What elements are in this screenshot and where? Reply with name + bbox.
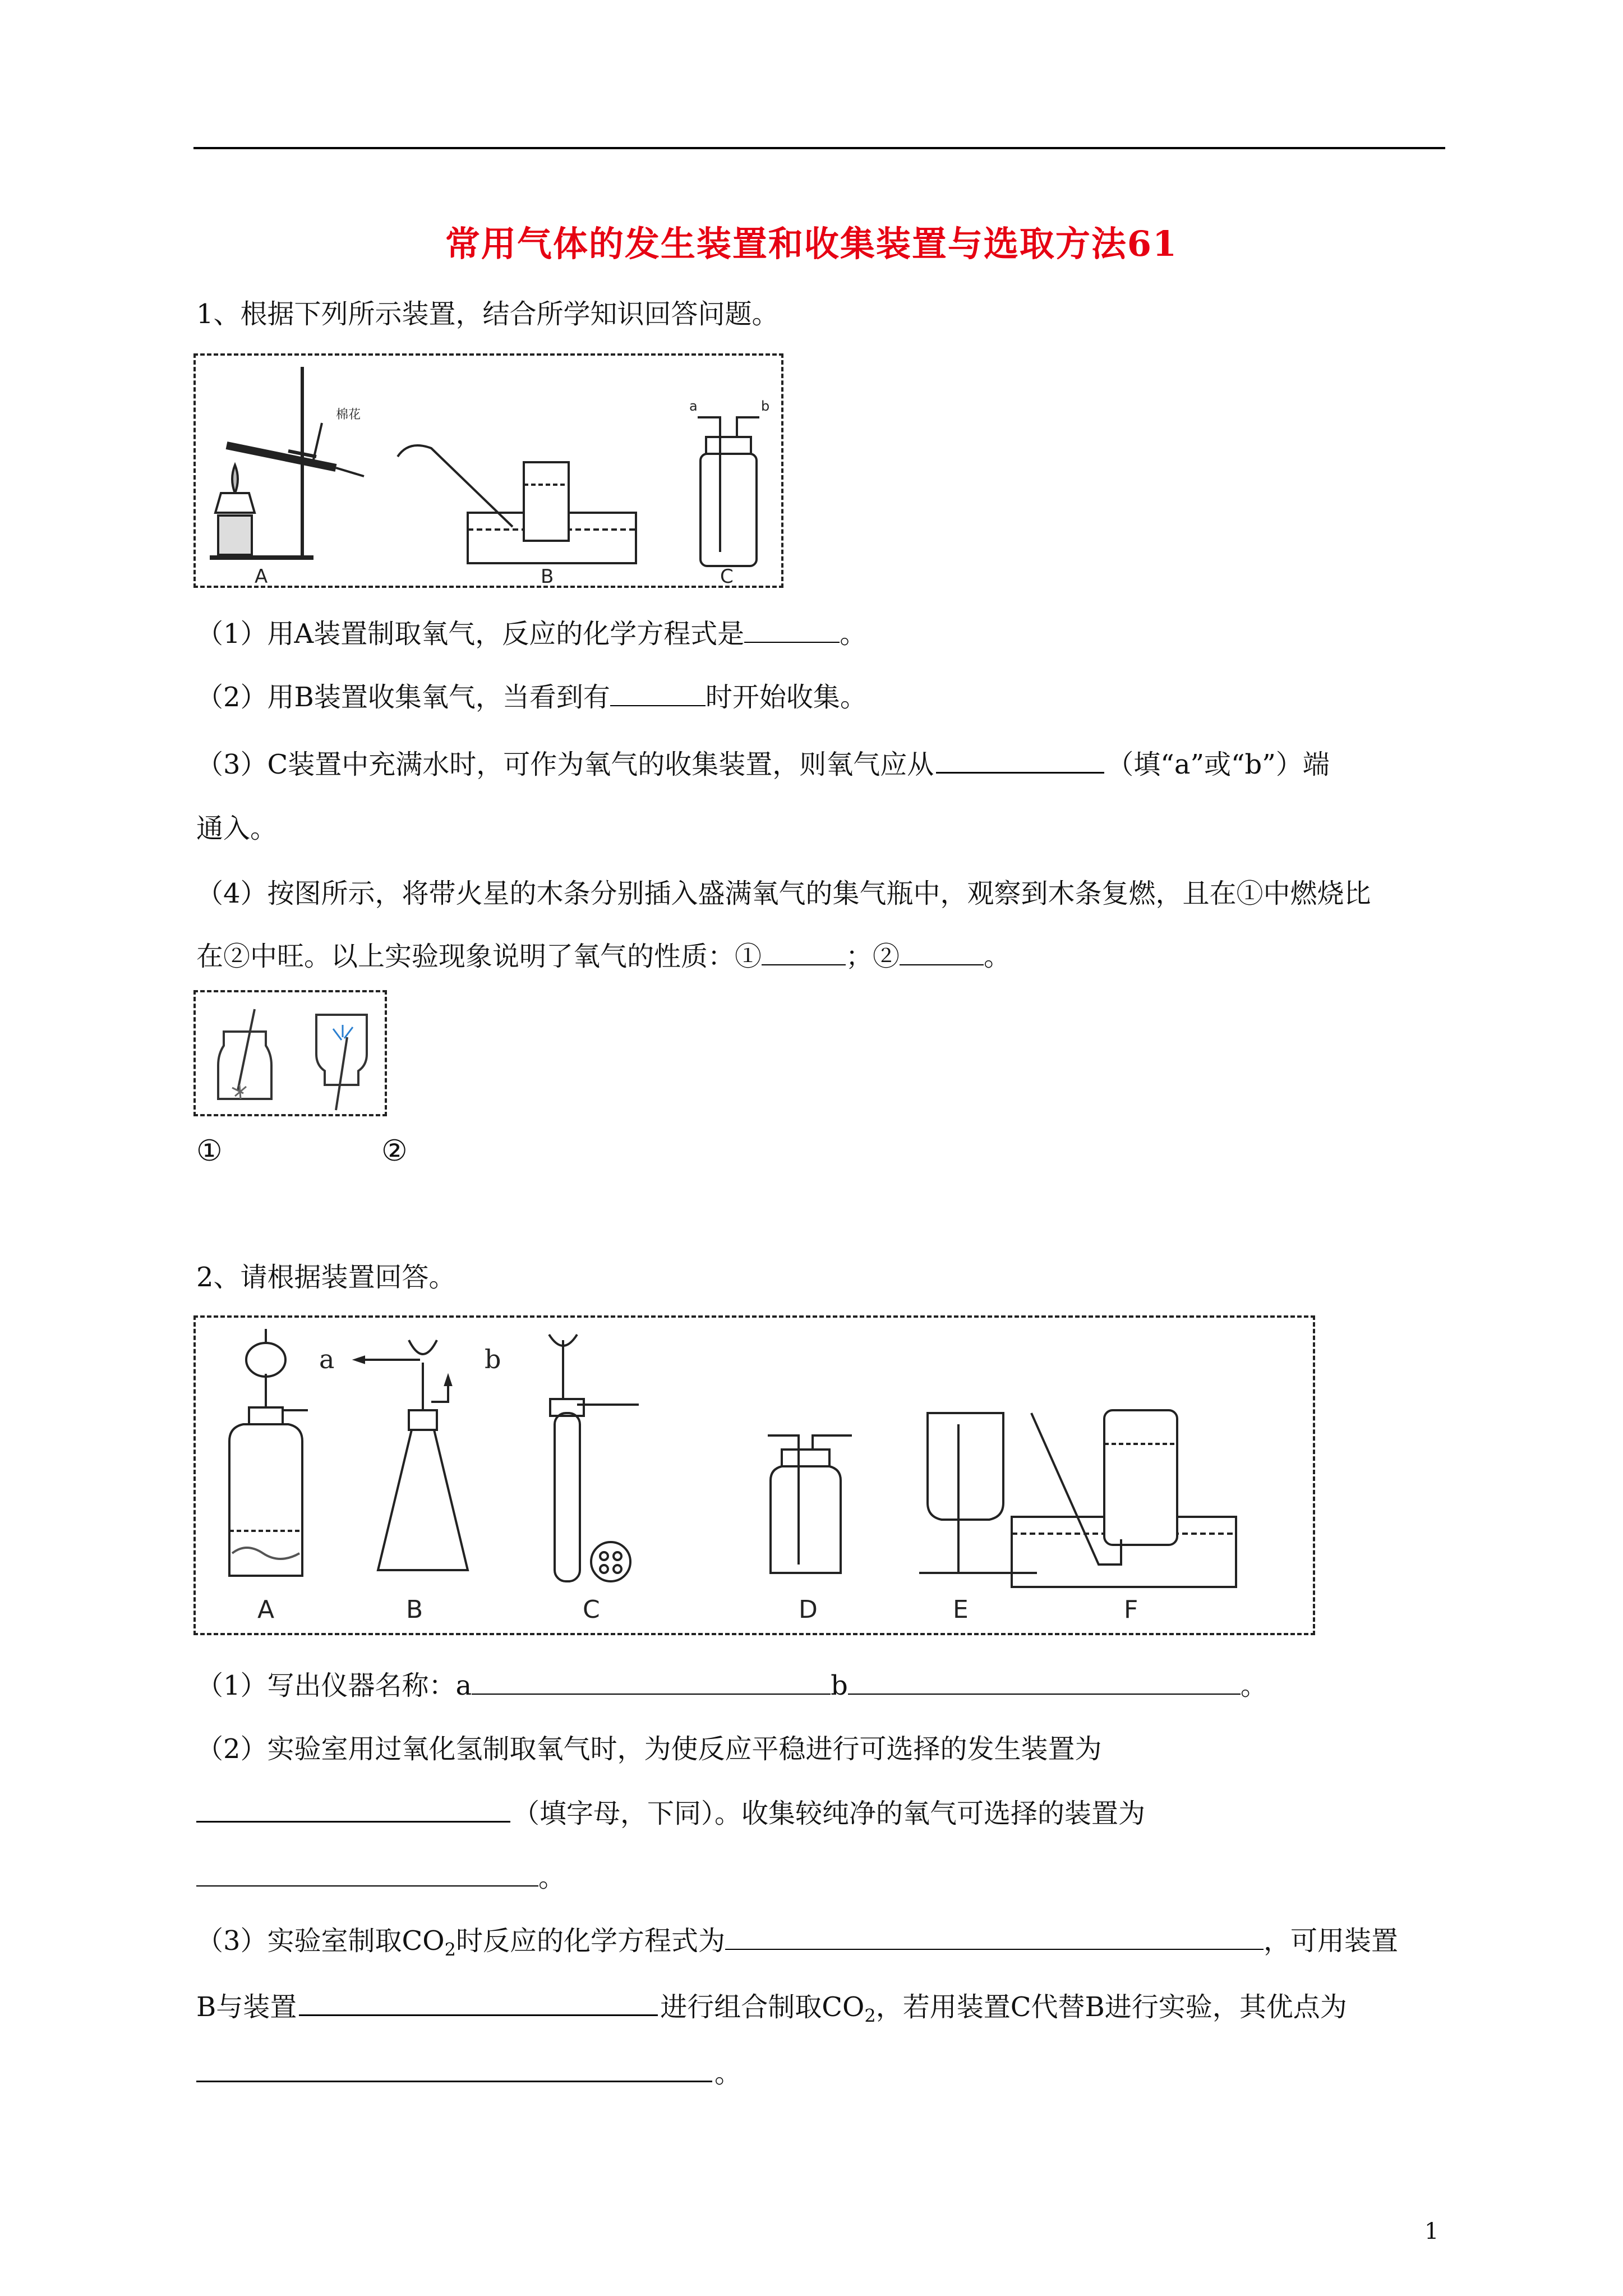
q2-part2-line1: （2）实验室用过氧化氢制取氧气时，为使反应平稳进行可选择的发生装置为	[196, 1733, 1102, 1765]
fig2-d-label: D	[799, 1595, 818, 1624]
q1-part2-text: （2）用B装置收集氧气，当看到有	[196, 682, 610, 713]
q1-part1-text: （1）用A装置制取氧气，反应的化学方程式是	[196, 618, 745, 650]
q2-part2-end: 。	[538, 1862, 566, 1893]
q2-part1-end: 。	[1240, 1670, 1267, 1701]
q2-part2-blank1[interactable]	[196, 1795, 510, 1823]
arrow-a-label: a	[319, 1344, 335, 1374]
q1-part1-blank[interactable]	[744, 617, 840, 643]
q2-part2-text2: （填字母，下同）。收集较纯净的氧气可选择的装置为	[513, 1798, 1146, 1829]
q2-part1-blank-b[interactable]	[848, 1669, 1241, 1695]
q2-part3-blank1[interactable]	[725, 1924, 1264, 1950]
q1-part2-blank[interactable]	[610, 680, 706, 706]
q2-part2-line3	[196, 1861, 565, 1894]
q2-part3-sub: 2	[444, 1939, 456, 1961]
q1-part4-blank2[interactable]	[900, 940, 984, 965]
q2-part3-line2	[196, 1989, 1347, 2033]
flask-label-2: ②	[381, 1134, 408, 1168]
q2-part3-l2-text: B与装置	[196, 1991, 297, 2023]
q2-part2-blank2[interactable]	[196, 1861, 538, 1887]
q2-part1	[196, 1669, 1267, 1703]
q1-part4-line1: （4）按图所示，将带火星的木条分别插入盛满氧气的集气瓶中，观察到木条复燃，且在①中燃烧比	[196, 878, 1371, 909]
q2-part3-end: 。	[714, 2058, 742, 2089]
q2-part3-l2-sub: 2	[864, 2005, 876, 2027]
fig-b-label: B	[541, 565, 554, 588]
q1-part3-blank[interactable]	[936, 746, 1104, 774]
q1-part4-end: 。	[984, 941, 1011, 972]
q1-part4-blank1[interactable]	[762, 940, 846, 965]
q2-apparatus-drawing	[196, 1318, 1317, 1637]
q2-part3-mid: 时反应的化学方程式为	[455, 1925, 725, 1957]
q1-part1	[196, 617, 866, 651]
header-rule	[193, 147, 1445, 149]
fig2-a-label: A	[257, 1595, 275, 1624]
page-title: 常用气体的发生装置和收集装置与选取方法61	[445, 223, 1178, 264]
q2-part2-line2	[196, 1795, 1145, 1830]
q2-part3-line3	[196, 2055, 741, 2090]
port-b-label: b	[761, 398, 770, 414]
q2-part3-l2-post: ，若用装置C代替B进行实验，其优点为	[875, 1991, 1347, 2023]
q2-part1-b: b	[831, 1670, 848, 1701]
q2-figure	[193, 1315, 1315, 1635]
q1-apparatus-drawing	[196, 356, 786, 590]
q2-part3-l2-mid: 进行组合制取CO	[660, 1991, 865, 2023]
q2-part3-text: （3）实验室制取CO	[196, 1925, 445, 1957]
q1-part3	[196, 746, 1330, 781]
q2-stem: 2、请根据装置回答。	[196, 1262, 456, 1293]
q1-part4-line2	[196, 940, 1011, 973]
q1-flask-figure	[193, 990, 387, 1116]
q1-part3-hint: （填“a”或“b”）端	[1106, 749, 1330, 780]
q1-part2	[196, 680, 867, 714]
q1-figure	[193, 353, 783, 588]
q2-part3-line1	[196, 1924, 1398, 1967]
q2-part1-text: （1）写出仪器名称：a	[196, 1670, 472, 1701]
flask-label-1: ①	[196, 1134, 223, 1168]
fig-a-label: A	[255, 565, 268, 588]
q1-flask-drawing	[196, 992, 389, 1119]
q2-part1-blank-a[interactable]	[472, 1669, 831, 1695]
q1-part4-sep: ；②	[846, 941, 900, 972]
q2-part3-blank3[interactable]	[196, 2055, 712, 2082]
q2-part3-post: ，可用装置	[1264, 1925, 1399, 1957]
q1-part1-end: 。	[840, 618, 867, 650]
fig2-e-label: E	[953, 1595, 969, 1624]
q1-part3-cont: 通入。	[196, 813, 278, 844]
fig2-c-label: C	[583, 1595, 600, 1624]
q1-part2-end: 时开始收集。	[705, 682, 867, 713]
cotton-label: 棉花	[336, 408, 361, 422]
port-a-label: a	[689, 398, 698, 414]
fig2-b-label: B	[406, 1595, 423, 1624]
q1-part4-text: 在②中旺。以上实验现象说明了氧气的性质：①	[196, 941, 762, 972]
q2-part3-blank2[interactable]	[299, 1989, 658, 2016]
q1-stem: 1、根据下列所示装置，结合所学知识回答问题。	[196, 298, 779, 330]
fig2-f-label: F	[1124, 1595, 1138, 1624]
page-number: 1	[1424, 2219, 1439, 2244]
arrow-b-label: b	[485, 1344, 501, 1374]
q1-part3-text: （3）C装置中充满水时，可作为氧气的收集装置，则氧气应从	[196, 749, 934, 780]
fig-c-label: C	[720, 565, 734, 588]
